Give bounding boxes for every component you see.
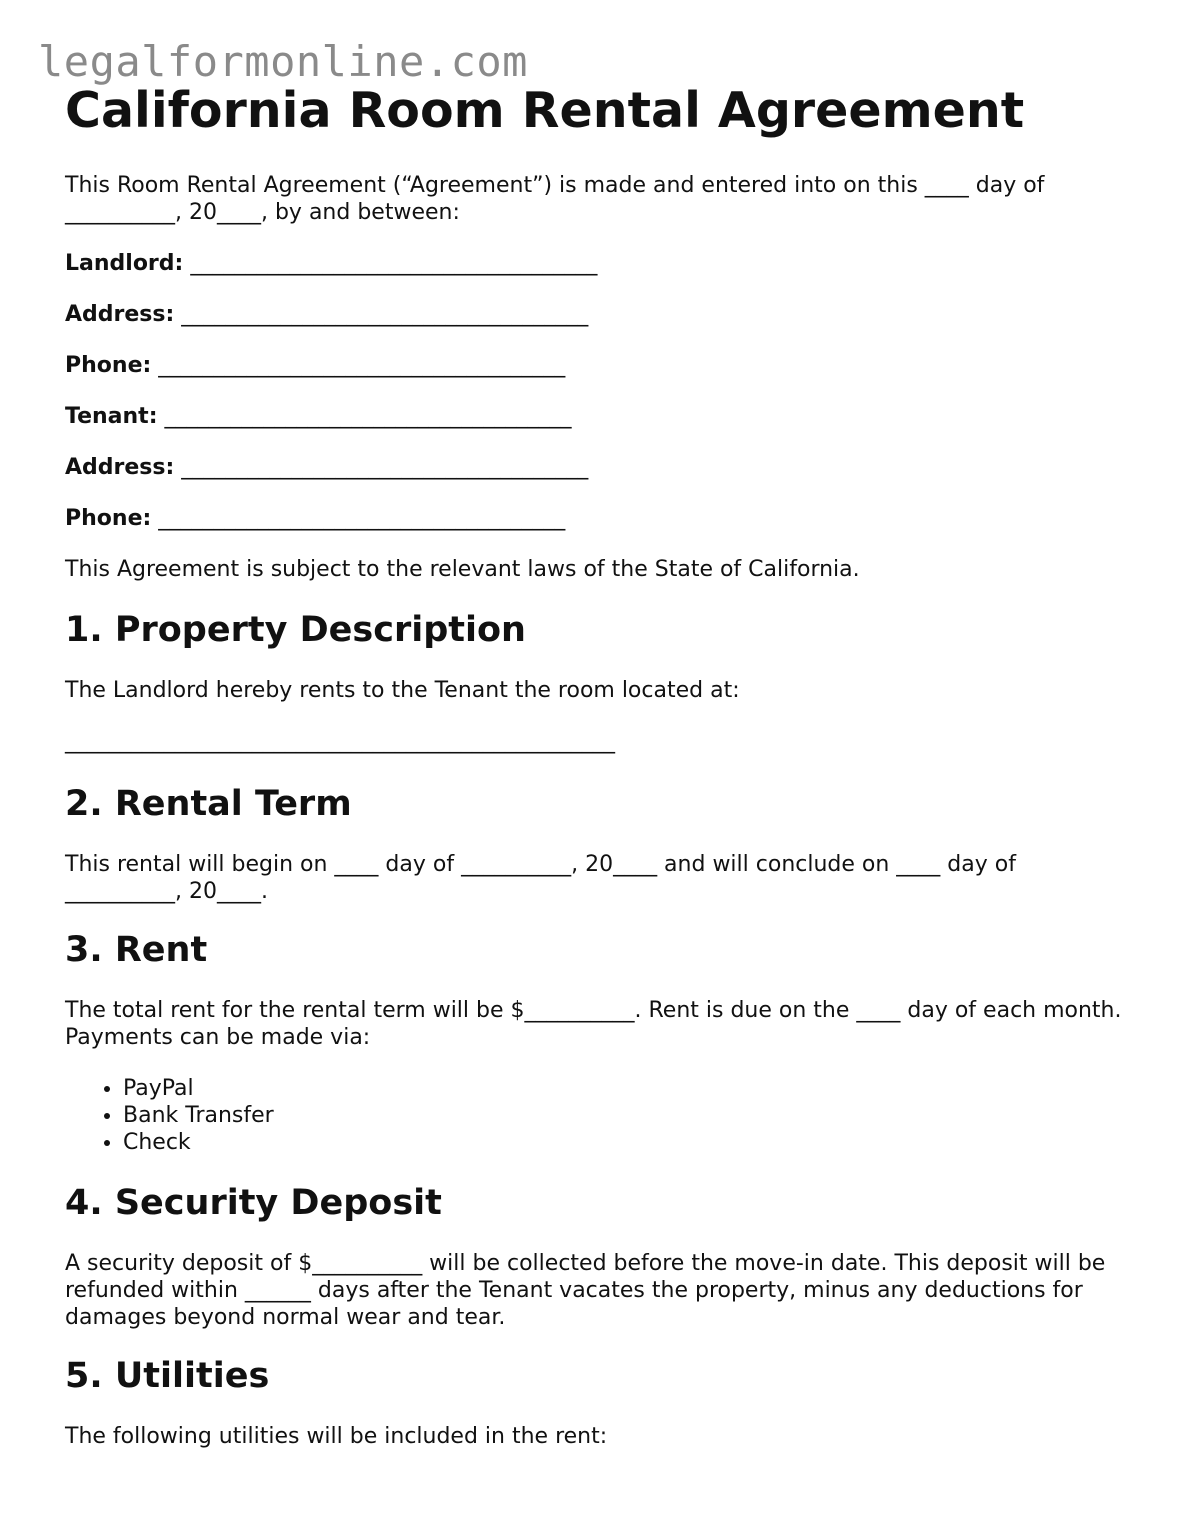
field-blank: _____________________________________	[164, 404, 572, 429]
list-item: • PayPal	[123, 1075, 1135, 1102]
deposit-text: A security deposit of $__________ will be collected before the move-in date. This deposit will be refunded within ______ days after the Tenant vacates the property, minus any deductions for damages beyond normal wear and tear.	[65, 1251, 1106, 1330]
intro-paragraph: This Room Rental Agreement (“Agreement”) is made and entered into on this ____ day of __________, 20____, by and between:	[65, 173, 1045, 225]
rent-text: The total rent for the rental term will be $__________. Rent is due on the ____ day of each month. Payments can be made via:	[65, 998, 1122, 1050]
field-label: Phone:	[65, 506, 152, 531]
property-text: The Landlord hereby rents to the Tenant the room located at:	[65, 678, 740, 703]
section-heading-rent: 3. Rent	[65, 930, 208, 970]
law-statement: This Agreement is subject to the relevant laws of the State of California.	[65, 557, 860, 582]
tenant-phone-field	[65, 505, 1135, 532]
field-label: Tenant:	[65, 404, 158, 429]
term-text: This rental will begin on ____ day of __________, 20____ and will conclude on ____ day of __________, 20____.	[65, 852, 1016, 904]
field-blank: _____________________________________	[181, 302, 589, 327]
field-label: Address:	[65, 455, 175, 480]
section-heading-property: 1. Property Description	[65, 610, 526, 650]
field-blank: _____________________________________	[181, 455, 589, 480]
site-watermark: legalformonline.com	[38, 37, 528, 86]
section-heading-utilities: 5. Utilities	[65, 1356, 270, 1396]
list-item: • Check	[123, 1129, 1135, 1156]
field-label: Landlord:	[65, 251, 184, 276]
field-blank: _____________________________________	[190, 251, 598, 276]
document-body	[65, 82, 1135, 1474]
section-heading-deposit: 4. Security Deposit	[65, 1183, 442, 1223]
field-blank: _____________________________________	[158, 506, 566, 531]
landlord-address-field	[65, 301, 1135, 328]
field-label: Address:	[65, 302, 175, 327]
landlord-phone-field	[65, 352, 1135, 379]
section-heading-term: 2. Rental Term	[65, 784, 352, 824]
utilities-text: The following utilities will be included in the rent:	[65, 1424, 608, 1449]
tenant-field	[65, 403, 1135, 430]
document-title: California Room Rental Agreement	[65, 82, 1025, 139]
property-address-blank: __________________________________________________	[65, 729, 615, 754]
list-item: • Bank Transfer	[123, 1102, 1135, 1129]
payment-methods-list	[65, 1075, 1135, 1156]
tenant-address-field	[65, 454, 1135, 481]
landlord-field	[65, 250, 1135, 277]
field-blank: _____________________________________	[158, 353, 566, 378]
field-label: Phone:	[65, 353, 152, 378]
